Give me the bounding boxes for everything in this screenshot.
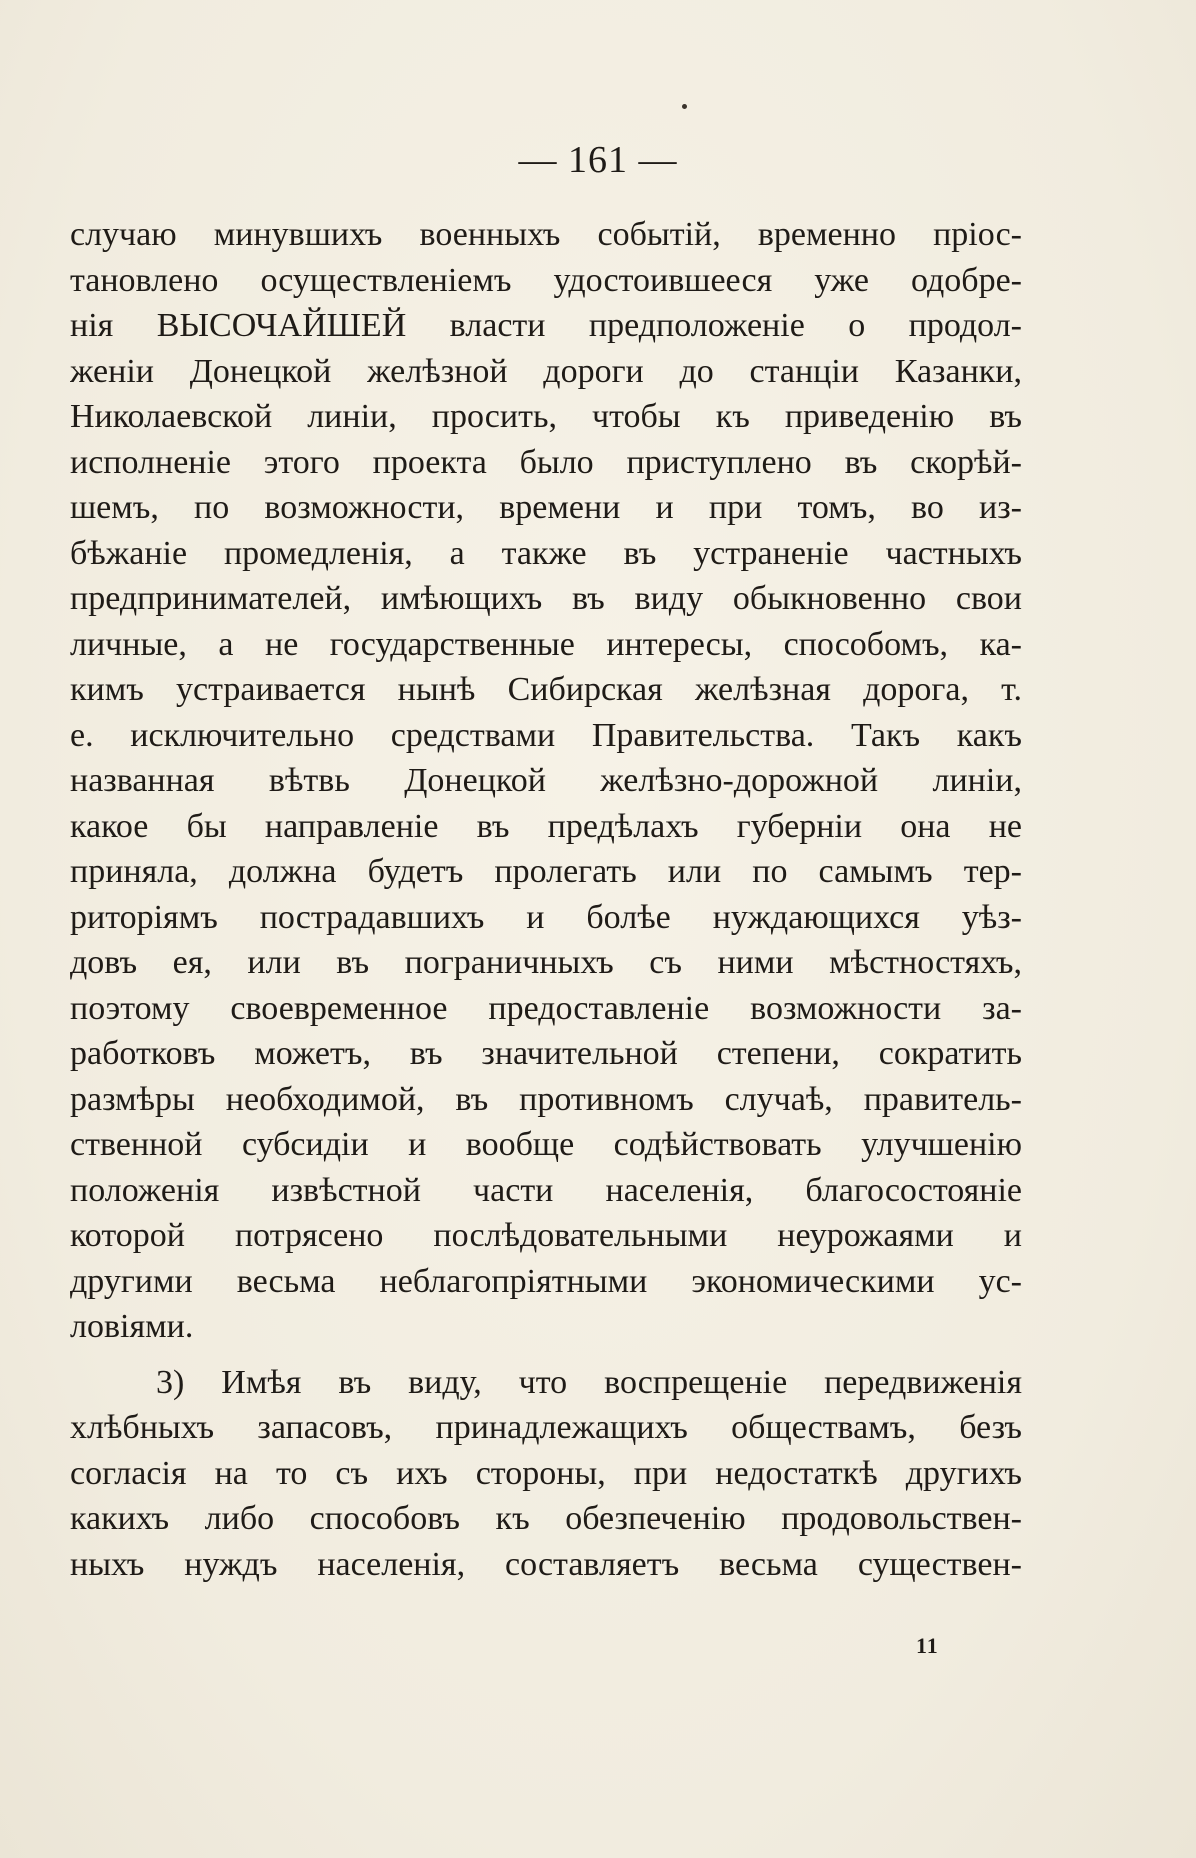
- text-line: шемъ, по возможности, времени и при томъ, во из-: [70, 489, 1022, 526]
- body-text: [70, 212, 1022, 1587]
- text-line: нія ВЫСОЧАЙШЕЙ власти предположеніе о продол-: [70, 307, 1022, 344]
- text-line: случаю минувшихъ военныхъ событій, временно пріос-: [70, 216, 1022, 253]
- text-line: работковъ можетъ, въ значительной степени, сократить: [70, 1035, 1022, 1072]
- text-line: бѣжаніе промедленія, а также въ устраненіе частныхъ: [70, 534, 1022, 572]
- text-line: довъ ея, или въ пограничныхъ съ ними мѣстностяхъ,: [70, 944, 1022, 981]
- text-line: риторіямъ пострадавшихъ и болѣе нуждающихся уѣз-: [70, 898, 1022, 936]
- text-line: поэтому своевременное предоставленіе возможности за-: [70, 989, 1022, 1027]
- text-line: которой потрясено послѣдовательными неурожаями и: [70, 1217, 1022, 1254]
- paragraph-2: [70, 1360, 1022, 1588]
- text-line: ныхъ нуждъ населенія, составляетъ весьма существен-: [70, 1545, 1022, 1583]
- text-line: ственной субсидіи и вообще содѣйствовать улучшенію: [70, 1126, 1022, 1163]
- text-line: другими весьма неблагопріятными экономическими ус-: [70, 1262, 1022, 1300]
- text-line: женіи Донецкой желѣзной дороги до станціи Казанки,: [70, 352, 1022, 390]
- text-line: хлѣбныхъ запасовъ, принадлежащихъ обществамъ, безъ: [70, 1409, 1022, 1446]
- print-speck: [682, 104, 687, 109]
- paragraph-1: [70, 212, 1022, 1350]
- paragraph-gap: [70, 1350, 1022, 1360]
- text-line: какихъ либо способовъ къ обезпеченію продовольствен-: [70, 1500, 1022, 1537]
- text-line: положенія извѣстной части населенія, благосостояніе: [70, 1171, 1022, 1209]
- text-line: какое бы направленіе въ предѣлахъ губерніи она не: [70, 807, 1022, 845]
- text-line: предпринимателей, имѣющихъ въ виду обыкновенно свои: [70, 580, 1022, 617]
- text-line: ловіями.: [70, 1308, 194, 1345]
- text-line: тановлено осуществленіемъ удостоившееся уже одобре-: [70, 261, 1022, 299]
- text-line: согласія на то съ ихъ стороны, при недостаткѣ другихъ: [70, 1454, 1022, 1492]
- text-line: исполненіе этого проекта было приступлено въ скорѣй-: [70, 443, 1022, 481]
- text-line: Николаевской линіи, просить, чтобы къ приведенію въ: [70, 398, 1022, 435]
- text-line: названная вѣтвь Донецкой желѣзно-дорожной линіи,: [70, 762, 1022, 799]
- signature-mark: 11: [916, 1633, 939, 1658]
- text-line: е. исключительно средствами Правительства. Такъ какъ: [70, 716, 1022, 754]
- text-line: 3) Имѣя въ виду, что воспрещеніе передвиженія: [156, 1363, 1022, 1401]
- text-line: приняла, должна будетъ пролегать или по самымъ тер-: [70, 853, 1022, 890]
- page-number: — 161 —: [518, 139, 678, 181]
- text-line: размѣры необходимой, въ противномъ случаѣ, правитель-: [70, 1080, 1022, 1118]
- text-line: кимъ устраивается нынѣ Сибирская желѣзная дорога, т.: [70, 671, 1022, 708]
- text-line: личные, а не государственные интересы, способомъ, ка-: [70, 625, 1022, 663]
